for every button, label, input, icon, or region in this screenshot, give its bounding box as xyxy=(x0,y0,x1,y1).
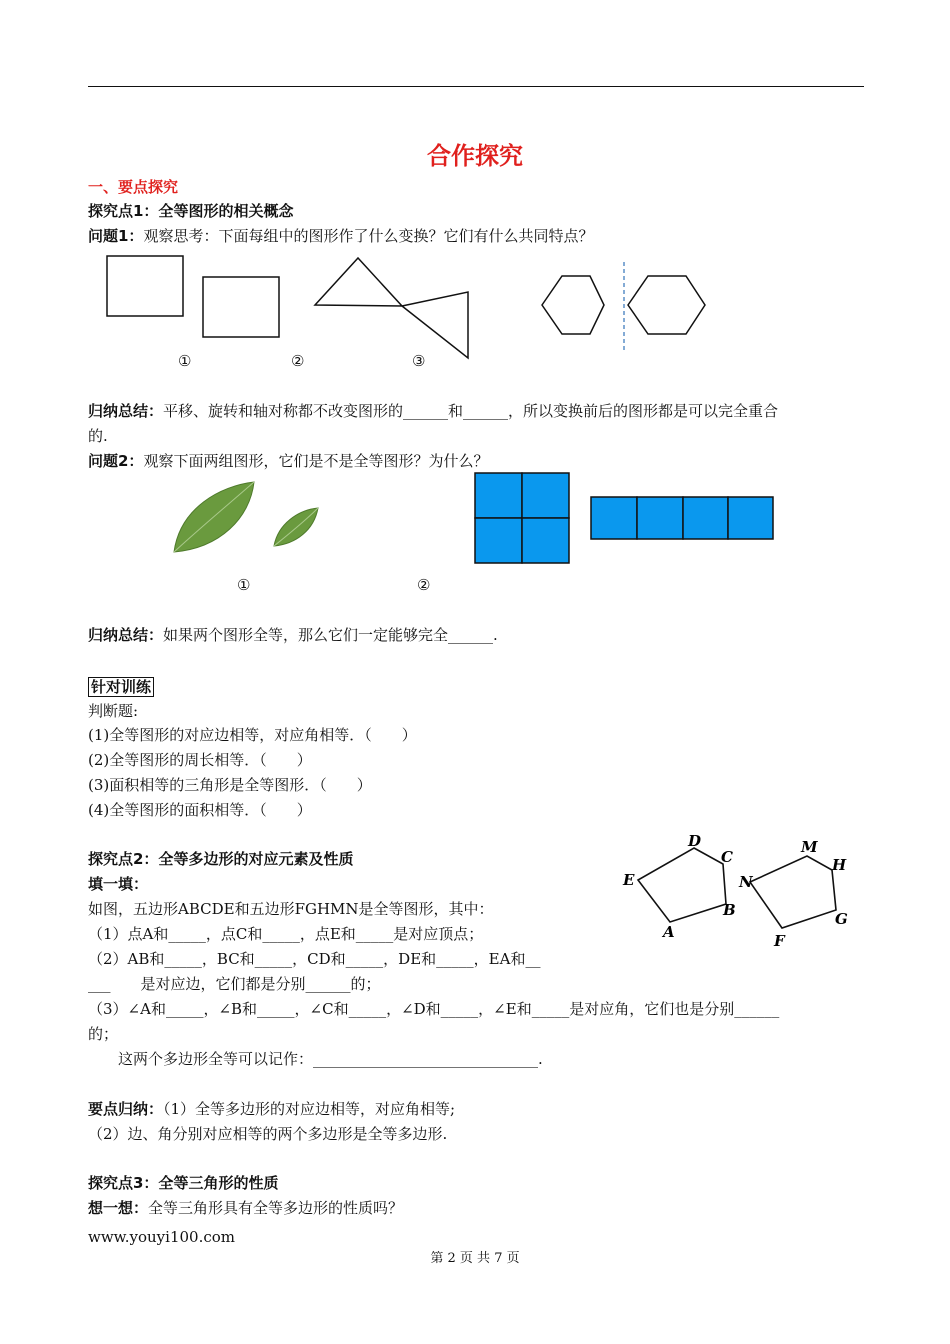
summary-3-text-2: （2）边、角分别对应相等的两个多边形是全等多边形. xyxy=(88,1125,448,1143)
training-item-3: (3)面积相等的三角形是全等图形．（ ） xyxy=(88,776,372,794)
point3-title: 探究点3：全等三角形的性质 xyxy=(88,1174,279,1192)
summary-2-text: 如果两个图形全等，那么它们一定能够完全______. xyxy=(163,626,498,644)
figure2-label-2: ② xyxy=(417,576,431,594)
vertex-a: A xyxy=(663,923,675,941)
summary-3 xyxy=(88,1098,455,1120)
training-title-wrap xyxy=(88,676,154,698)
vertex-f: F xyxy=(774,932,785,950)
pentagon-abcde xyxy=(638,848,726,922)
summary-1 xyxy=(88,400,778,422)
question-1-text: 观察思考：下面每组中的图形作了什么变换？它们有什么共同特点？ xyxy=(143,227,594,245)
question-2-label: 问题2： xyxy=(88,452,144,470)
point2-intro: 如图，五边形ABCDE和五边形FGHMN是全等图形，其中： xyxy=(88,900,494,918)
vertex-m: M xyxy=(801,838,818,856)
training-title: 针对训练 xyxy=(88,677,154,697)
summary-1-cont: 的. xyxy=(88,427,108,445)
hexagon-2 xyxy=(628,276,705,334)
figure-label-3: ③ xyxy=(412,352,426,370)
point2-line-3-cont: 的； xyxy=(88,1025,119,1043)
transform-figures xyxy=(100,250,720,365)
header-rule xyxy=(88,86,864,87)
training-item-2: (2)全等图形的周长相等．（ ） xyxy=(88,751,312,769)
point2-line-4: 这两个多边形全等可以记作：______________________________. xyxy=(118,1050,543,1068)
vertex-c: C xyxy=(721,848,733,866)
footer-url: www.youyi100.com xyxy=(88,1228,235,1246)
triangle-1 xyxy=(315,258,402,306)
fill-label: 填一填： xyxy=(88,875,149,893)
triangle-2 xyxy=(402,292,468,358)
page-title: 合作探究 xyxy=(427,142,523,170)
footer-page-number: 第 2 页 共 7 页 xyxy=(430,1251,520,1266)
summary-2 xyxy=(88,624,498,646)
point2-line-2-cont: ___ 是对应边，它们都是分别______的； xyxy=(88,975,381,993)
figure-label-2: ② xyxy=(291,352,305,370)
point2-line-2: （2）AB和_____，BC和_____，CD和_____，DE和_____，EA和__ xyxy=(88,950,541,968)
vertex-e: E xyxy=(623,871,635,889)
question-2-text: 观察下面两组图形，它们是不是全等图形？为什么？ xyxy=(143,452,489,470)
training-item-1: (1)全等图形的对应边相等，对应角相等．（ ） xyxy=(88,726,417,744)
think-label: 想一想： xyxy=(88,1199,149,1217)
summary-2-label: 归纳总结： xyxy=(88,626,164,644)
summary-3-text-1: （1）全等多边形的对应边相等，对应角相等; xyxy=(163,1100,456,1118)
think-text: 全等三角形具有全等多边形的性质吗？ xyxy=(148,1199,404,1217)
vertex-d: D xyxy=(688,832,702,850)
question-2 xyxy=(88,450,488,472)
question-1 xyxy=(88,225,593,247)
summary-1-label: 归纳总结： xyxy=(88,402,164,420)
square-1 xyxy=(107,256,183,316)
pentagon-fghmn xyxy=(750,856,836,928)
point2-line-3: （3）∠A和_____，∠B和_____，∠C和_____，∠D和_____，∠E和_____是对应角，它们也是分别______ xyxy=(88,1000,780,1018)
blue-square-figures xyxy=(474,472,784,567)
training-intro: 判断题: xyxy=(88,702,139,720)
vertex-b: B xyxy=(723,901,736,919)
vertex-g: G xyxy=(835,910,848,928)
summary-3-label: 要点归纳： xyxy=(88,1100,164,1118)
think-line xyxy=(88,1197,403,1219)
point1-title: 探究点1：全等图形的相关概念 xyxy=(88,202,294,220)
training-item-4: (4)全等图形的面积相等．（ ） xyxy=(88,801,312,819)
question-1-label: 问题1： xyxy=(88,227,144,245)
hexagon-1 xyxy=(542,276,604,334)
section-heading: 一、要点探究 xyxy=(88,178,179,196)
leaf-figures xyxy=(170,478,330,558)
point2-line-1: （1）点A和_____，点C和_____，点E和_____是对应顶点； xyxy=(88,925,484,943)
square-2 xyxy=(203,277,279,337)
point2-title: 探究点2：全等多边形的对应元素及性质 xyxy=(88,850,354,868)
figure2-label-1: ① xyxy=(237,576,251,594)
figure-label-1: ① xyxy=(178,352,192,370)
vertex-h: H xyxy=(832,856,847,874)
vertex-n: N xyxy=(739,873,753,891)
summary-1-text: 平移、旋转和轴对称都不改变图形的______和______，所以变换前后的图形都是可以完全重合 xyxy=(163,402,779,420)
pentagon-figures xyxy=(620,830,860,955)
